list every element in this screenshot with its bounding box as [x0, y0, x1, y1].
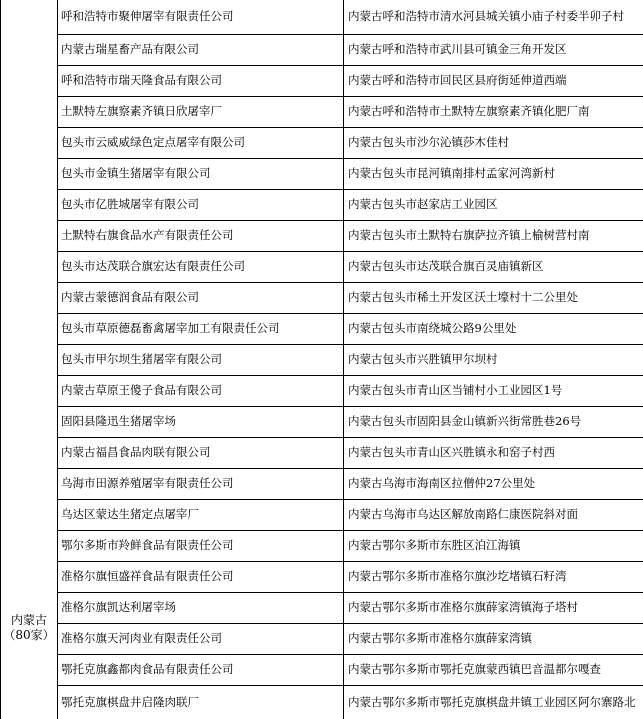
table-row — [1, 96, 643, 127]
table-row — [1, 220, 643, 251]
company-name-cell: 包头市草原德磊畜禽屠宰加工有限责任公司 — [58, 313, 344, 344]
company-address-cell: 内蒙古乌海市乌达区解放南路仁康医院斜对面 — [344, 499, 643, 530]
table-row — [1, 623, 643, 654]
company-name-cell: 准格尔旗恒盛祥食品有限责任公司 — [58, 561, 344, 592]
table-row — [1, 0, 643, 34]
company-name-cell: 准格尔旗凯达利屠宰场 — [58, 592, 344, 623]
company-address-cell: 内蒙古鄂尔多斯市鄂托克旗蒙西镇巴音温都尔嘎查 — [344, 654, 643, 685]
company-name-cell: 乌海市田源养殖屠宰有限责任公司 — [58, 468, 344, 499]
company-address-cell: 内蒙古包头市达茂联合旗百灵庙镇新区 — [344, 251, 643, 282]
table-row — [1, 158, 643, 189]
table-row — [1, 468, 643, 499]
company-name-cell: 固阳县隆迅生猪屠宰场 — [58, 406, 344, 437]
company-name-cell: 鄂托克旗棋盘井启隆肉联厂 — [58, 685, 344, 719]
company-address-cell: 内蒙古呼和浩特市回民区县府街延伸道西端 — [344, 65, 643, 96]
company-name-cell: 呼和浩特市聚伸屠宰有限责任公司 — [58, 0, 344, 34]
company-name-cell: 包头市亿胜城屠宰有限公司 — [58, 189, 344, 220]
company-name-cell: 乌达区蒙达生猪定点屠宰厂 — [58, 499, 344, 530]
table-row — [1, 34, 643, 65]
table-row — [1, 344, 643, 375]
company-address-cell: 内蒙古呼和浩特市武川县可镇金三角开发区 — [344, 34, 643, 65]
company-name-cell: 土默特左旗察素齐镇日欣屠宰厂 — [58, 96, 344, 127]
table-row — [1, 530, 643, 561]
company-address-cell: 内蒙古包头市青山区当铺村小工业园区1号 — [344, 375, 643, 406]
company-address-cell: 内蒙古呼和浩特市清水河县城关镇小庙子村委半卯子村 — [344, 0, 643, 34]
company-address-cell: 内蒙古鄂尔多斯市鄂托克旗棋盘井镇工业园区阿尔寨路北 — [344, 685, 643, 719]
company-address-cell: 内蒙古鄂尔多斯市东胜区泊江海镇 — [344, 530, 643, 561]
table-row — [1, 592, 643, 623]
company-address-cell: 内蒙古乌海市海南区拉僧仲27公里处 — [344, 468, 643, 499]
table-body — [1, 0, 643, 719]
table-row — [1, 282, 643, 313]
company-name-cell: 鄂托克旗鑫都肉食品有限责任公司 — [58, 654, 344, 685]
table-row — [1, 251, 643, 282]
table-row — [1, 189, 643, 220]
company-name-cell: 内蒙古蒙德润食品有限公司 — [58, 282, 344, 313]
table-row — [1, 65, 643, 96]
region-count: （80家） — [1, 628, 57, 643]
company-address-cell: 内蒙古包头市南绕城公路9公里处 — [344, 313, 643, 344]
company-name-cell: 包头市金镇生猪屠宰有限公司 — [58, 158, 344, 189]
company-address-cell: 内蒙古包头市青山区兴胜镇永和窑子村西 — [344, 437, 643, 468]
company-address-cell: 内蒙古包头市土默特右旗萨拉齐镇上榆树营村南 — [344, 220, 643, 251]
company-address-cell: 内蒙古包头市兴胜镇甲尔坝村 — [344, 344, 643, 375]
company-name-cell: 准格尔旗天河肉业有限责任公司 — [58, 623, 344, 654]
company-address-cell: 内蒙古鄂尔多斯市准格尔旗沙圪堵镇石籽湾 — [344, 561, 643, 592]
table-row — [1, 654, 643, 685]
region-cell — [1, 0, 58, 719]
company-name-cell: 包头市云威威绿色定点屠宰有限公司 — [58, 127, 344, 158]
company-name-cell: 呼和浩特市瑞天隆食品有限公司 — [58, 65, 344, 96]
company-address-cell: 内蒙古包头市稀土开发区沃土壕村十二公里处 — [344, 282, 643, 313]
company-address-cell: 内蒙古包头市昆河镇南排村孟家河湾新村 — [344, 158, 643, 189]
company-address-cell: 内蒙古包头市固阳县金山镇新兴街常胜巷26号 — [344, 406, 643, 437]
region-name: 内蒙古 — [1, 613, 57, 628]
company-name-cell: 内蒙古福昌食品肉联有限公司 — [58, 437, 344, 468]
table-row — [1, 406, 643, 437]
table-row — [1, 561, 643, 592]
company-name-cell: 鄂尔多斯市羚鲜食品有限责任公司 — [58, 530, 344, 561]
table-row — [1, 437, 643, 468]
company-name-cell: 土默特右旗食品水产有限责任公司 — [58, 220, 344, 251]
company-address-cell: 内蒙古鄂尔多斯市准格尔旗薛家湾镇海子塔村 — [344, 592, 643, 623]
company-address-cell: 内蒙古呼和浩特市土默特左旗察素齐镇化肥厂南 — [344, 96, 643, 127]
company-name-cell: 包头市甲尔坝生猪屠宰有限公司 — [58, 344, 344, 375]
table-row — [1, 127, 643, 158]
table-row — [1, 375, 643, 406]
table-row — [1, 685, 643, 719]
table-row — [1, 313, 643, 344]
company-name-cell: 包头市达茂联合旗宏达有限责任公司 — [58, 251, 344, 282]
table-row — [1, 499, 643, 530]
company-name-cell: 内蒙古草原王傻子食品有限公司 — [58, 375, 344, 406]
company-address-cell: 内蒙古包头市赵家店工业园区 — [344, 189, 643, 220]
company-address-cell: 内蒙古鄂尔多斯市准格尔旗薛家湾镇 — [344, 623, 643, 654]
company-address-cell: 内蒙古包头市沙尔沁镇莎木佳村 — [344, 127, 643, 158]
company-name-cell: 内蒙古瑞星畜产品有限公司 — [58, 34, 344, 65]
